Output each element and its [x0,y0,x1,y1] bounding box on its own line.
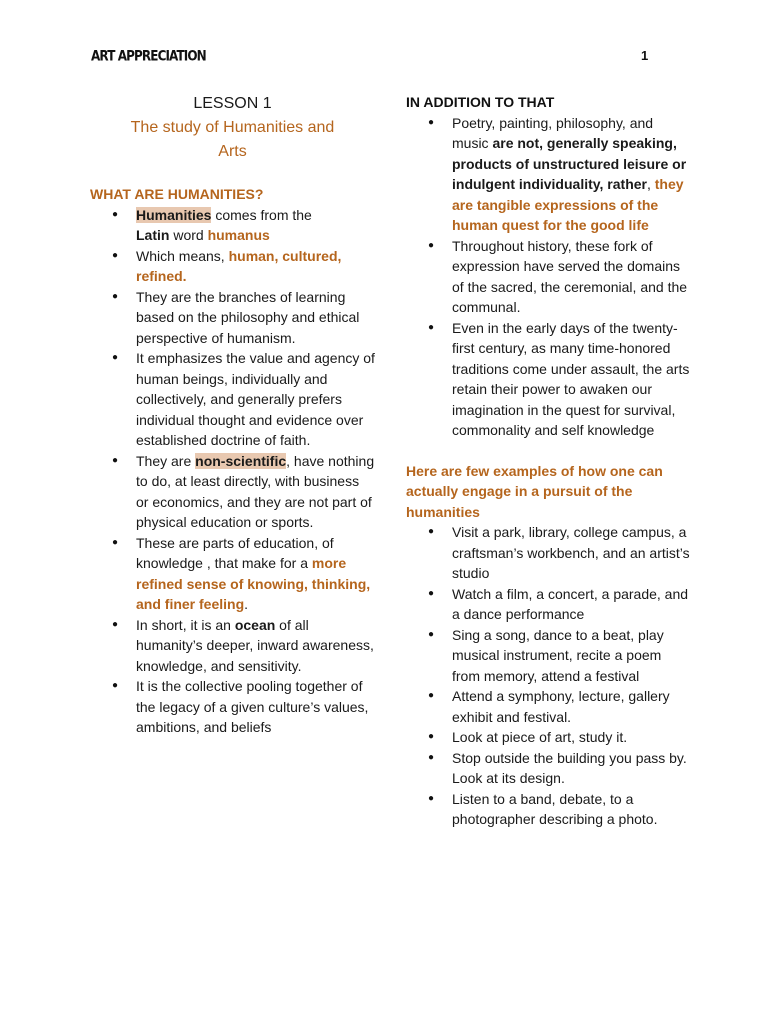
list-item: ● Which means, human, cultured, refined. [90,246,375,287]
section-heading-humanities: WHAT ARE HUMANITIES? [90,186,264,202]
examples-list [406,522,691,830]
left-column [90,92,375,738]
addition-list [406,113,691,441]
list-item: ● Attend a symphony, lecture, gallery exhibit and festival. [406,686,691,727]
right-column [406,92,691,830]
list-item: ● In short, it is an ocean of all humanity’s deeper, inward awareness, knowledge, and sensitivity. [90,615,375,677]
humanities-list [90,205,375,738]
lesson-heading: LESSON 1 [193,95,272,112]
lesson-subtitle-line1: The study of Humanities and [130,119,335,136]
list-item: ● Visit a park, library, college campus, a craftsman’s workbench, and an artist’s studio [406,522,691,584]
list-item: ● Sing a song, dance to a beat, play musical instrument, recite a poem from memory, attend a festival [406,625,691,687]
list-item: ● Humanities comes from the Latin word humanus [90,205,375,246]
list-item: ● Stop outside the building you pass by. Look at its design. [406,748,691,789]
list-item: ● Look at piece of art, study it. [406,727,691,748]
highlight-term: non-scientific [195,452,287,469]
list-item: ● Throughout history, these fork of expression have served the domains of the sacred, the ceremonial, and the communal. [406,236,691,318]
section-heading-addition: IN ADDITION TO THAT [406,94,555,110]
list-item: ● Even in the early days of the twenty-first century, as many time-honored traditions come under assault, the arts retain their power to awaken our imagination in the quest for survival, commonality and self knowledge [406,318,691,441]
list-item: ● These are parts of education, of knowledge , that make for a more refined sense of knowing, thinking, and finer feeling. [90,533,375,615]
title-block [90,92,375,164]
lesson-subtitle-line2: Arts [218,143,247,160]
list-item: ● Poetry, painting, philosophy, and music are not, generally speaking, products of unstructured leisure or indulgent individuality, rather, they are tangible expressions of the human quest for the good life [406,113,691,236]
list-item: ● It is the collective pooling together of the legacy of a given culture’s values, ambitions, and beliefs [90,676,375,738]
list-item: ● It emphasizes the value and agency of human beings, individually and collectively, and generally prefers individual thought and evidence over established doctrine of faith. [90,348,375,451]
list-item: ● Watch a film, a concert, a parade, and a dance performance [406,584,691,625]
list-item: ● They are non-scientific, have nothing to do, at least directly, with business or economics, and they are not part of physical education or sports. [90,451,375,533]
list-item: ● Listen to a band, debate, to a photographer describing a photo. [406,789,691,830]
header-title: ART APPRECIATION [91,48,206,65]
section-heading-examples: Here are few examples of how one can actually engage in a pursuit of the humanities [406,462,663,520]
highlight-term: Humanities [136,206,212,223]
list-item: ● They are the branches of learning based on the philosophy and ethical perspective of humanism. [90,287,375,349]
page-number: 1 [641,48,649,63]
